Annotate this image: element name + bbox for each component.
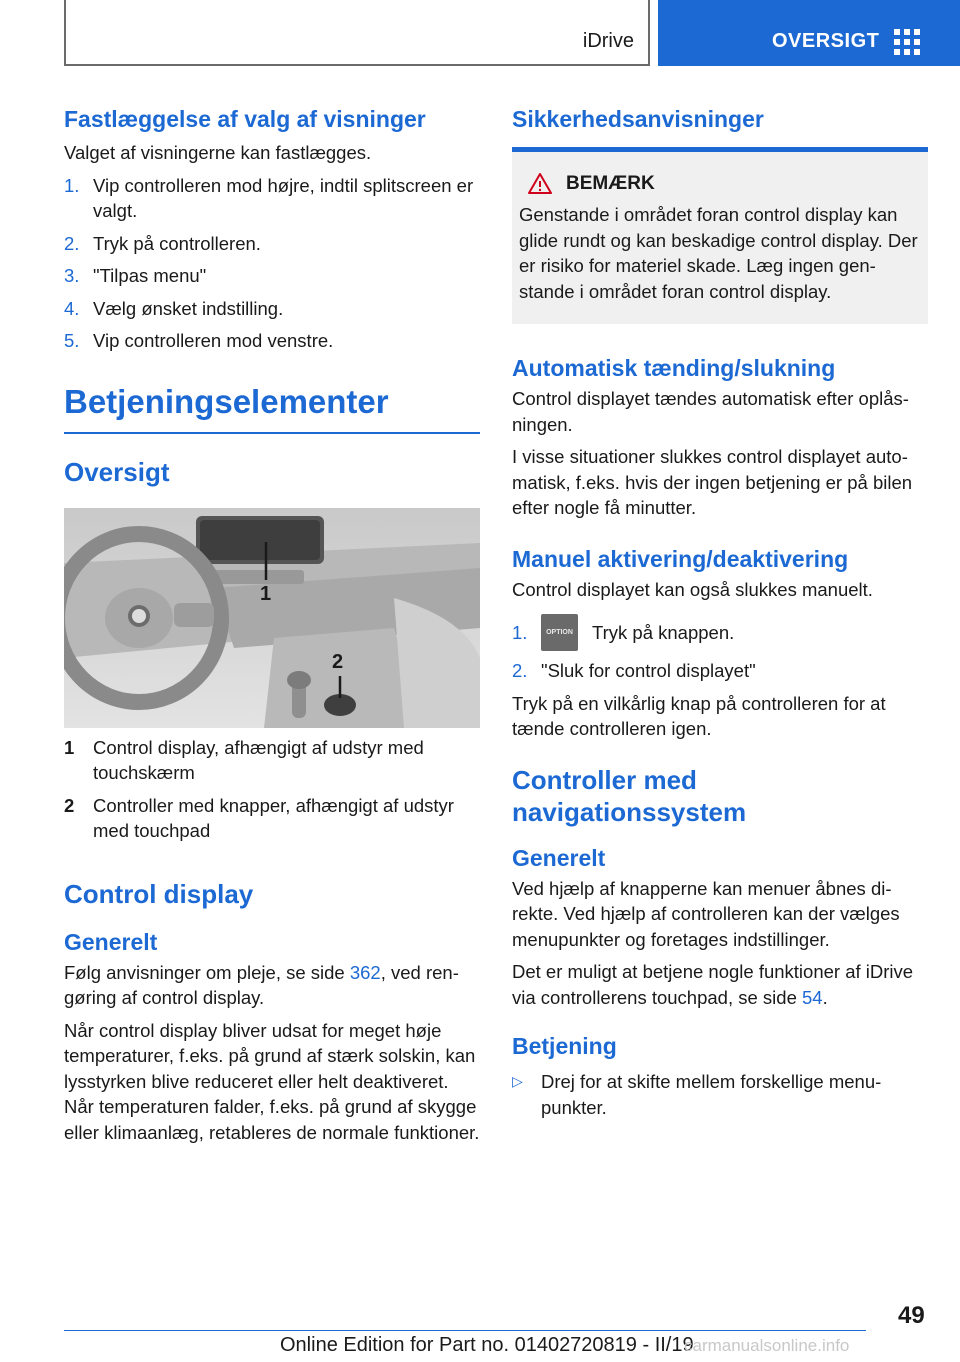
page-link-362[interactable]: 362 [349, 961, 381, 983]
header-overview-tab[interactable] [658, 0, 960, 66]
list-item [64, 263, 480, 289]
auto-paragraph-2: I visse situationer slukkes control displayet automatisk, f.eks. hvis der ingen betjening er på bilen efter nogle få minutter. [512, 446, 913, 518]
list-item [64, 231, 480, 257]
section-title-manuel: Manuel aktivering/deaktivering [512, 545, 849, 572]
dashboard-illustration [64, 508, 480, 728]
step-number: 4. [64, 297, 80, 319]
list-item [64, 328, 480, 354]
step-text: "Tilpas menu" [93, 265, 207, 286]
manual-steps [512, 614, 928, 684]
list-item [512, 658, 928, 684]
paragraph-text: Følg anvisninger om pleje, se side [64, 961, 350, 983]
left-column [64, 100, 480, 1145]
notice-heading [528, 170, 921, 198]
step-number: 5. [64, 330, 80, 351]
section-title-fastlaeggelse: Fastlæggelse af valg af visninger [64, 106, 426, 132]
section-title-controller: Controller med navigationssystem [512, 764, 747, 827]
step-number: 2. [512, 660, 528, 681]
paragraph-text: Det er muligt at betjene nogle funktioner af iDrive via controllerens touchpad, se side [512, 961, 914, 1008]
generelt-paragraph-2: Når control display bliver udsat for meget høje temperaturer, f.eks. på grund af stærk solskin, kan lysstyrken blive reduceret eller helt deaktiveret. Når temperaturen falder, f.eks. på grund af skygge eller klimaanlæg, retableres de normale funktioner. [64, 1019, 480, 1143]
footer-watermark: carmanualsonline.info [684, 1336, 850, 1355]
step-number: 3. [64, 265, 80, 286]
header-section-box [64, 0, 650, 66]
section-intro: Valget af visningerne kan fastlægges. [64, 142, 372, 163]
nav-paragraph-1: Ved hjælp af knapperne kan menuer åbnes direkte. Ved hjælp af controlleren kan der vælges menupunkter og foretages indstillinger. [512, 877, 900, 950]
bullet-triangle-icon: ▷ [512, 1073, 523, 1089]
step-number: 1. [512, 621, 528, 643]
subsection-title-generelt: Generelt [512, 844, 606, 871]
notice-text: Genstande i området foran control display kan glide rundt og kan beskadige control display. Der er risiko for materiel skade. Læg ingen genstande i området foran control display. [519, 204, 918, 302]
legend-list [64, 735, 480, 844]
step-text: Tryk på controlleren. [93, 232, 261, 254]
paragraph-text: . [822, 986, 828, 1008]
page-number: 49 [898, 1302, 925, 1329]
list-item [64, 793, 480, 844]
section-title-automatisk: Automatisk tænding/slukning [512, 355, 836, 381]
warning-triangle-icon [528, 172, 552, 196]
auto-paragraph-1: Control displayet tændes automatisk efter oplåsningen. [512, 388, 909, 435]
paragraph-text: , ved rengøring af control display. [64, 961, 459, 1008]
nav-paragraph-2 [512, 959, 928, 1010]
section-title-sikkerhed: Sikkerhedsanvisninger [512, 106, 764, 132]
notice-box [512, 147, 928, 324]
step-number: 2. [64, 232, 80, 254]
legend-text: Control display, afhængigt af udstyr med touchskærm [93, 736, 424, 783]
chapter-title: Betjeningselementer [64, 380, 480, 434]
footer-edition: Online Edition for Part no. 01402720819 - II/19 [280, 1334, 694, 1356]
generelt-paragraph-1 [64, 960, 480, 1011]
step-text: Tryk på knappen. [592, 621, 735, 643]
list-item [512, 1069, 928, 1120]
footer-divider [64, 1330, 866, 1331]
steps-list [64, 173, 480, 354]
grid-icon [894, 29, 920, 55]
photo-callout-1: 1 [260, 582, 272, 605]
step-text: "Sluk for control displayet" [541, 660, 756, 681]
photo-callout-2: 2 [332, 650, 344, 673]
option-button-icon: OPTION [541, 614, 578, 651]
header-section-label: iDrive [582, 30, 634, 52]
section-title-control-display: Control display [64, 878, 254, 909]
list-item [512, 614, 928, 651]
right-column [512, 100, 928, 1120]
step-text: Vælg ønsket indstilling. [93, 297, 284, 319]
subsection-title-betjening: Betjening [512, 1033, 617, 1059]
step-text: Vip controlleren mod venstre. [93, 330, 334, 351]
notice-title: BEMÆRK [566, 173, 655, 194]
step-number: 1. [64, 174, 80, 196]
manual-paragraph-2: Tryk på en vilkårlig knap på controlleren for at tænde controlleren igen. [512, 692, 886, 739]
dashboard-photo [64, 508, 480, 728]
section-title-oversigt: Oversigt [64, 456, 170, 487]
list-item [64, 735, 480, 786]
page-link-54[interactable]: 54 [802, 986, 823, 1008]
step-text: Vip controlleren mod højre, indtil splitscreen er valgt. [93, 174, 474, 221]
legend-text: Controller med knapper, afhængigt af udstyr med touchpad [93, 794, 454, 841]
list-item [64, 296, 480, 322]
list-item [64, 173, 480, 224]
legend-number: 2 [64, 794, 75, 816]
betjening-list [512, 1069, 928, 1120]
bullet-text: Drej for at skifte mellem forskellige menupunkter. [541, 1071, 882, 1118]
header-tab-label: OVERSIGT [772, 30, 880, 52]
subsection-title-generelt: Generelt [64, 928, 158, 955]
legend-number: 1 [64, 736, 75, 758]
manual-paragraph: Control displayet kan også slukkes manuelt. [512, 578, 873, 600]
